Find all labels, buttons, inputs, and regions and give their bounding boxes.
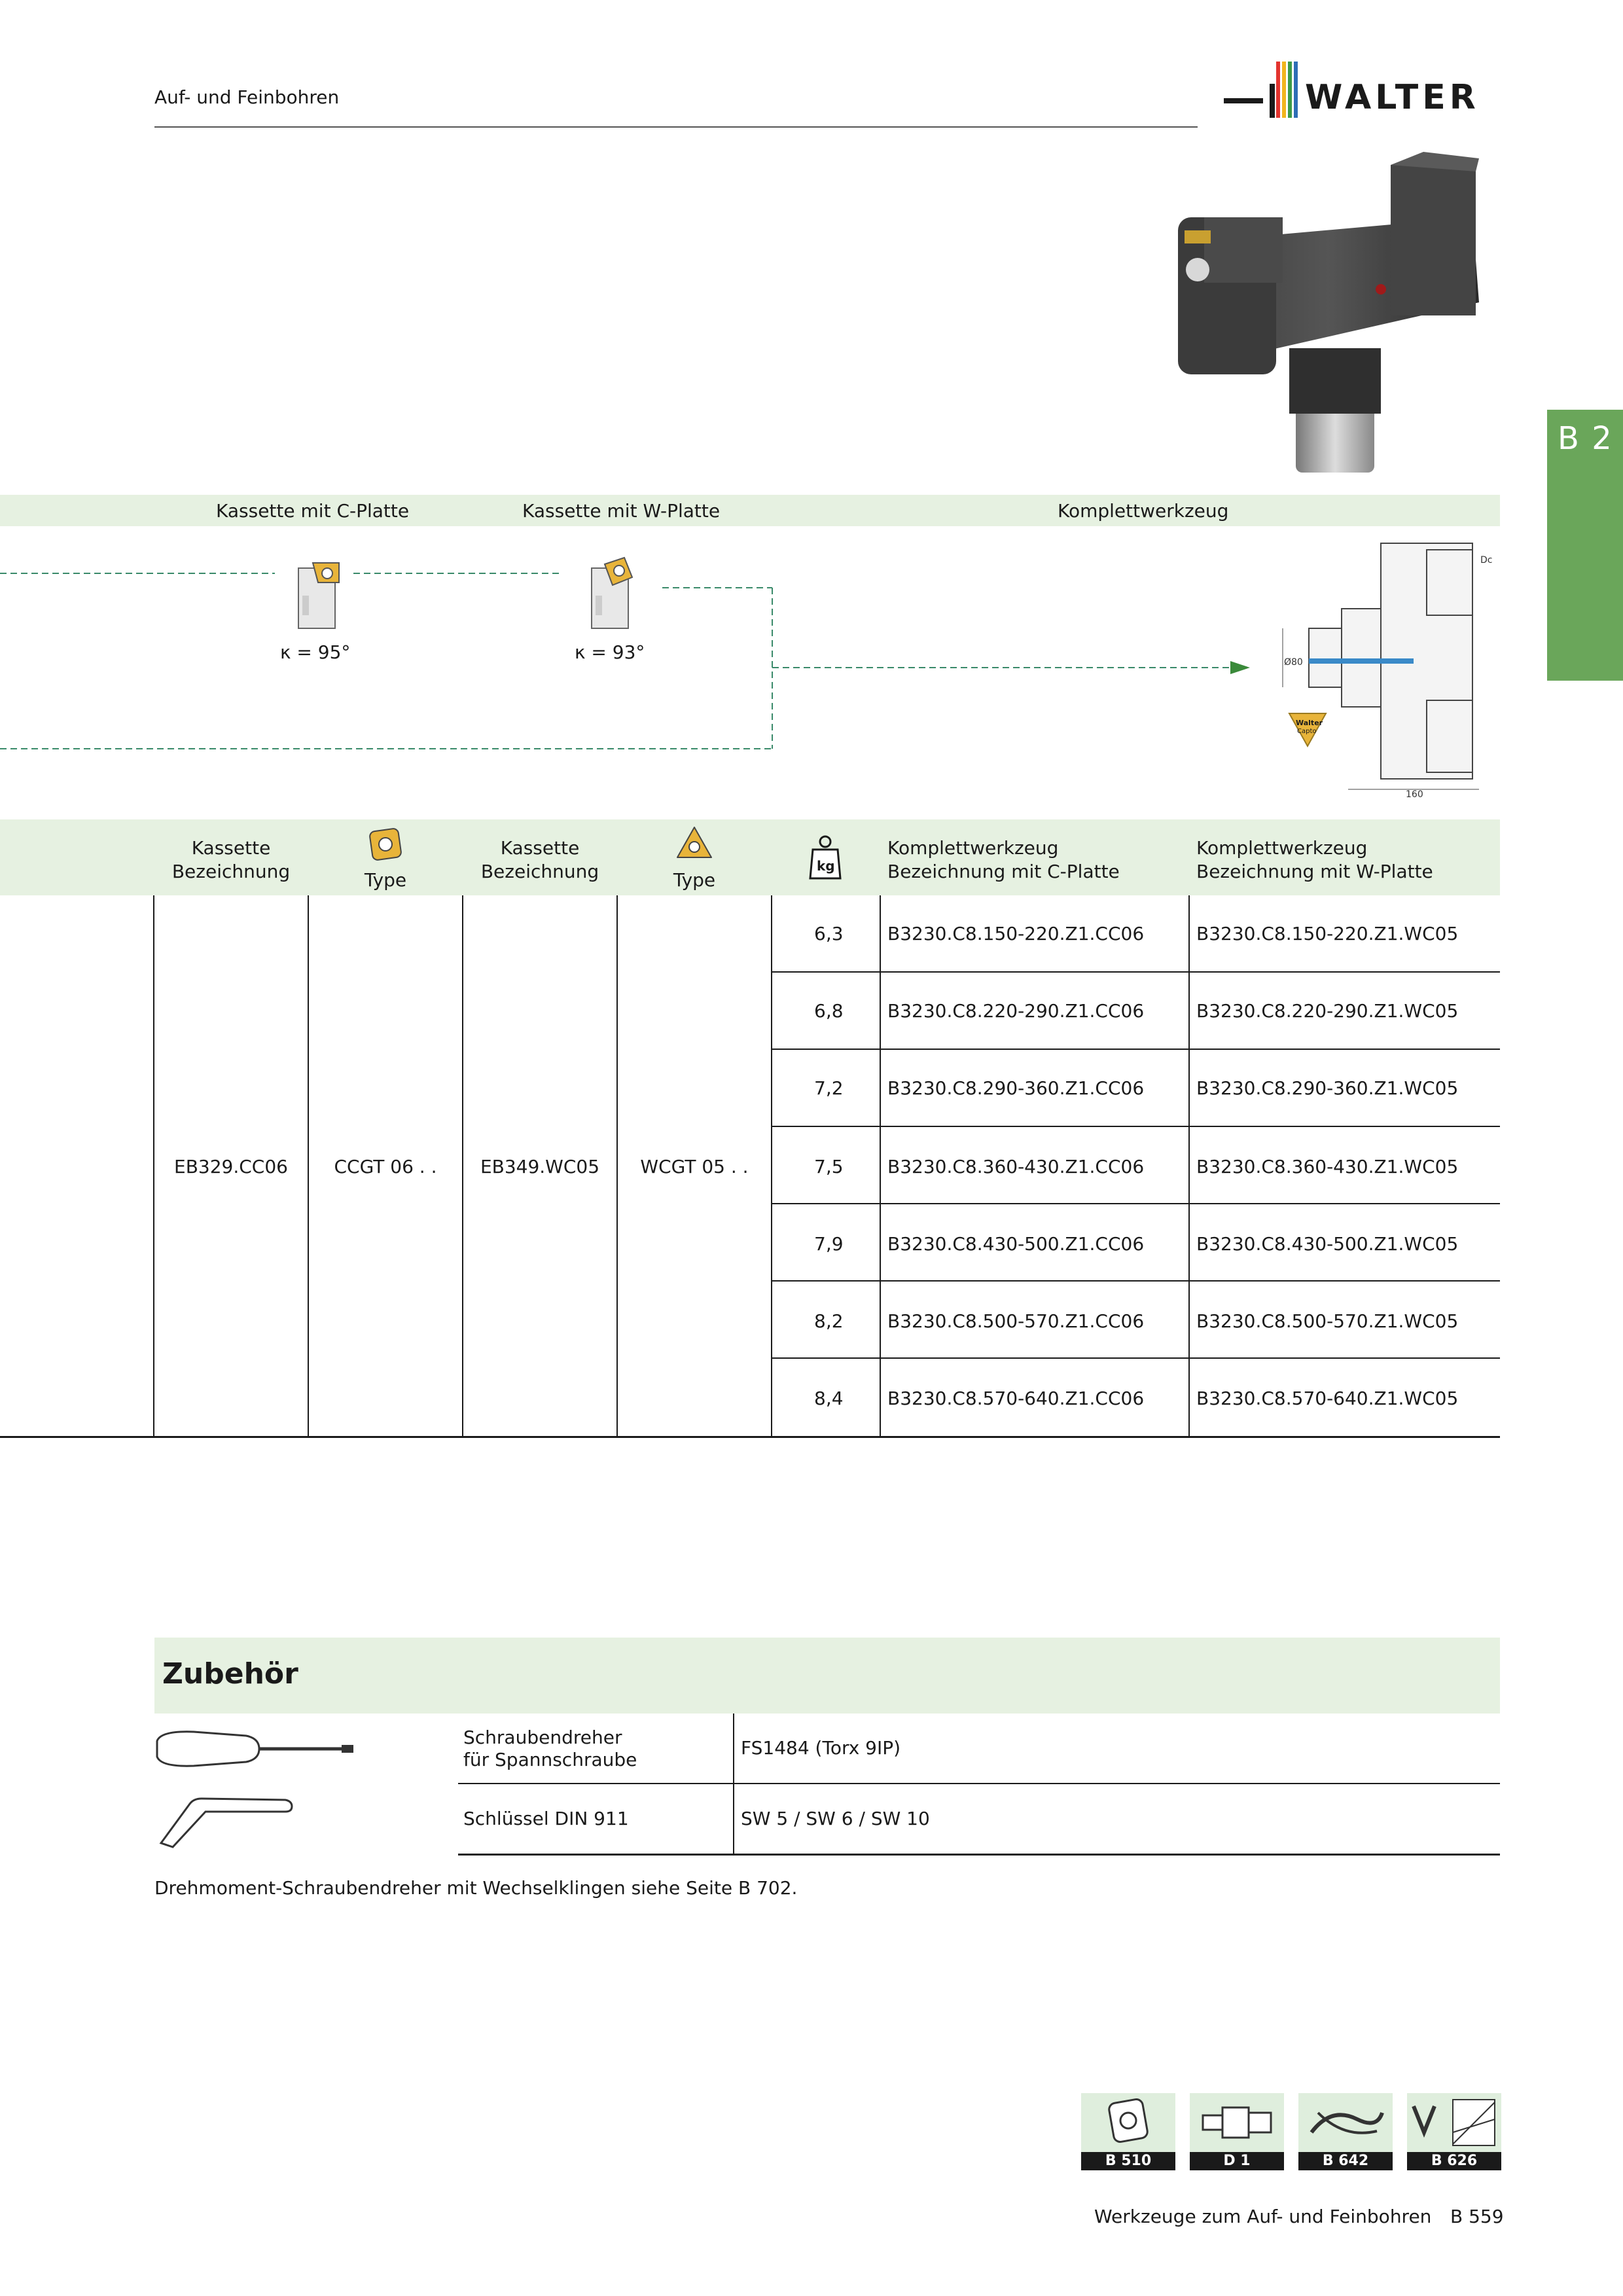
variants-band bbox=[0, 495, 1500, 526]
svg-text:kg: kg bbox=[817, 858, 835, 874]
row-code-c: B3230.C8.150-220.Z1.CC06 bbox=[887, 923, 1145, 944]
merged-type-w: WCGT 05 . . bbox=[640, 1156, 749, 1177]
svg-text:Walter: Walter bbox=[1296, 719, 1323, 727]
chapter-tab[interactable] bbox=[1547, 410, 1623, 681]
merged-kassette-w: EB349.WC05 bbox=[480, 1156, 600, 1177]
accessory-desc: Schraubendreher für Spannschraube bbox=[463, 1727, 637, 1770]
row-code-c: B3230.C8.360-430.Z1.CC06 bbox=[887, 1156, 1145, 1177]
row-weight: 7,2 bbox=[814, 1077, 844, 1099]
row-weight: 7,5 bbox=[814, 1156, 844, 1177]
insert-icon bbox=[1081, 2093, 1175, 2152]
angle-c: κ = 95° bbox=[280, 641, 351, 663]
footer-section: Werkzeuge zum Auf- und Feinbohren bbox=[1094, 2206, 1432, 2227]
footer-link-b642[interactable]: B 642 bbox=[1298, 2093, 1393, 2172]
cutting-data-icon bbox=[1407, 2093, 1501, 2152]
th-komplett-w: Komplettwerkzeug Bezeichnung mit W-Platte bbox=[1196, 837, 1433, 882]
variant-cassette-c: Kassette mit C-Platte bbox=[216, 500, 410, 522]
accessories-note: Drehmoment-Schraubendreher mit Wechselklingen siehe Seite B 702. bbox=[154, 1877, 798, 1899]
table-header bbox=[0, 819, 1500, 895]
tool-holder-icon bbox=[1190, 2093, 1284, 2152]
th-weight bbox=[772, 830, 878, 888]
angle-w: κ = 93° bbox=[575, 641, 645, 663]
row-weight: 8,4 bbox=[814, 1388, 844, 1409]
weight-icon bbox=[809, 830, 842, 882]
variant-cassette-w: Kassette mit W-Platte bbox=[522, 500, 721, 522]
merged-kassette-c: EB329.CC06 bbox=[174, 1156, 288, 1177]
row-weight: 6,3 bbox=[814, 923, 844, 944]
assembly-icon bbox=[1298, 2093, 1393, 2152]
insert-c-icon bbox=[366, 826, 405, 863]
row-code-c: B3230.C8.290-360.Z1.CC06 bbox=[887, 1077, 1145, 1099]
row-code-c: B3230.C8.220-290.Z1.CC06 bbox=[887, 1000, 1145, 1022]
svg-text:Dc: Dc bbox=[1480, 555, 1493, 565]
row-code-c: B3230.C8.430-500.Z1.CC06 bbox=[887, 1233, 1145, 1255]
accessories-title: Zubehör bbox=[162, 1657, 298, 1691]
accessory-value: FS1484 (Torx 9IP) bbox=[741, 1737, 901, 1759]
row-code-w: B3230.C8.430-500.Z1.WC05 bbox=[1196, 1233, 1459, 1255]
row-weight: 6,8 bbox=[814, 1000, 844, 1022]
cassette-w-icon bbox=[592, 558, 632, 628]
footer-link-d1[interactable]: D 1 bbox=[1190, 2093, 1284, 2172]
row-weight: 7,9 bbox=[814, 1233, 844, 1255]
row-weight: 8,2 bbox=[814, 1310, 844, 1332]
svg-text:WALTER: WALTER bbox=[1305, 78, 1480, 117]
walter-capto-badge-icon bbox=[1289, 713, 1326, 746]
row-code-c: B3230.C8.500-570.Z1.CC06 bbox=[887, 1310, 1145, 1332]
th-kassette-c: Kassette Bezeichnung bbox=[171, 837, 291, 882]
variant-complete-tool: Komplettwerkzeug bbox=[1058, 500, 1229, 522]
insert-w-icon bbox=[675, 826, 714, 863]
row-code-c: B3230.C8.570-640.Z1.CC06 bbox=[887, 1388, 1145, 1409]
footer-link-b510[interactable]: B 510 bbox=[1081, 2093, 1175, 2172]
th-komplett-c: Komplettwerkzeug Bezeichnung mit C-Platte bbox=[887, 837, 1120, 882]
section-title: Auf- und Feinbohren bbox=[154, 86, 340, 108]
accessories-header bbox=[154, 1638, 1500, 1713]
th-type-c: Type bbox=[309, 826, 462, 892]
chapter-tab-label: B 2 bbox=[1558, 420, 1613, 457]
tool-photo bbox=[1165, 152, 1505, 479]
accessories-table bbox=[154, 1713, 1500, 1856]
row-code-w: B3230.C8.220-290.Z1.WC05 bbox=[1196, 1000, 1459, 1022]
svg-text:Ø80: Ø80 bbox=[1284, 657, 1303, 668]
complete-tool-drawing bbox=[1270, 537, 1505, 798]
row-code-w: B3230.C8.360-430.Z1.WC05 bbox=[1196, 1156, 1459, 1177]
svg-text:160: 160 bbox=[1406, 789, 1423, 798]
accessory-value: SW 5 / SW 6 / SW 10 bbox=[741, 1808, 930, 1829]
product-table bbox=[0, 895, 1500, 1439]
row-code-w: B3230.C8.150-220.Z1.WC05 bbox=[1196, 923, 1459, 944]
page-number: B 559 bbox=[1450, 2206, 1504, 2227]
walter-logo bbox=[1224, 58, 1499, 130]
merged-type-c: CCGT 06 . . bbox=[334, 1156, 437, 1177]
svg-text:Capto: Capto bbox=[1297, 728, 1317, 735]
th-kassette-w: Kassette Bezeichnung bbox=[480, 837, 599, 882]
hex-key-icon bbox=[154, 1791, 298, 1850]
th-type-w: Type bbox=[618, 826, 771, 892]
accessory-desc: Schlüssel DIN 911 bbox=[463, 1808, 629, 1829]
cassette-c-icon bbox=[298, 563, 339, 628]
row-code-w: B3230.C8.570-640.Z1.WC05 bbox=[1196, 1388, 1459, 1409]
row-code-w: B3230.C8.500-570.Z1.WC05 bbox=[1196, 1310, 1459, 1332]
header-rule bbox=[154, 126, 1198, 128]
footer-link-b626[interactable]: B 626 bbox=[1407, 2093, 1501, 2172]
row-code-w: B3230.C8.290-360.Z1.WC05 bbox=[1196, 1077, 1459, 1099]
screwdriver-icon bbox=[154, 1727, 357, 1772]
